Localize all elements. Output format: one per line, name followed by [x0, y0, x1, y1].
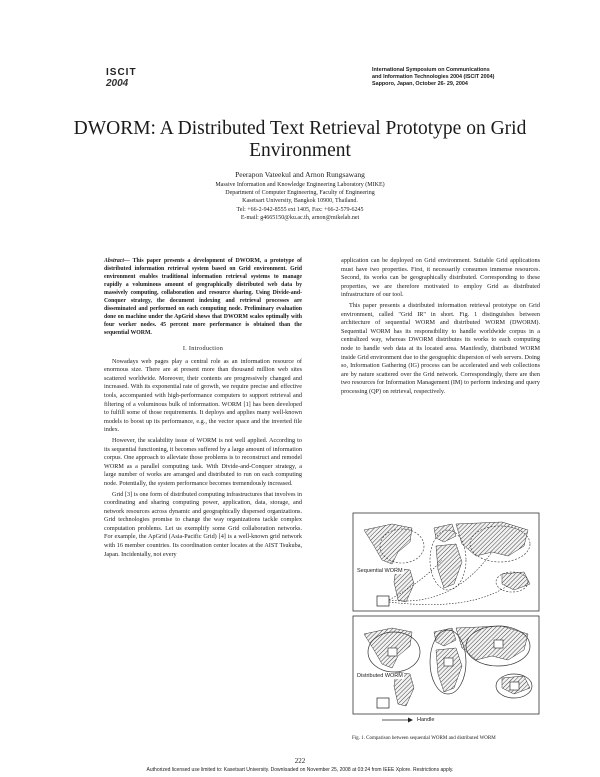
- label-distributed-worm: Distributed WORM: [357, 673, 403, 679]
- body-paragraph: application can be deployed on Grid environment. Suitable Grid applications must have two properties. First, it necessarily consumes immense resources. Second, its works can be geographically distributed. Corresponding to these properties, we are therefore motivated to employ Grid as distributed infrastructure of our tool.: [341, 257, 540, 299]
- abstract-text: — This paper presents a development of DWORM, a prototype of distributed information retrieval system based on Grid environment. Grid environment enables traditional information retrieval systems to manage rapidly a voluminous amount of geographically distributed web data by massively computing, collaboration and resource sharing. Using Divide-and-Conquer strategy, the document indexing and retrieval processes are disseminated and performed on each computing node. Preliminary evaluation done on machine under the ApGrid shows that DWORM scales optimally with four worker nodes. 45 percent more performance is obtained than the sequential WORM.: [104, 258, 302, 336]
- affiliation-line: E-mail: g4665150@ku.ac.th, arnon@mikelab.net: [240, 214, 360, 221]
- affiliation-block: [100, 181, 500, 222]
- world-map-distributed: [353, 616, 539, 714]
- paper-title: DWORM: A Distributed Text Retrieval Prototype on Grid Environment: [73, 118, 527, 161]
- page-number: 222: [294, 757, 306, 765]
- section-heading-introduction: I. Introduction: [182, 345, 224, 352]
- affiliation-line: Massive Information and Knowledge Engineering Laboratory (MIKE): [215, 182, 385, 188]
- body-paragraph: This paper presents a distributed information retrieval prototype on Grid environment, called "Grid IR" in short. Fig. 1 distinguishes between architecture of sequential WORM and distributed WORM (DWORM). Sequential WORM has its responsibility to handle worldwide corpus in a centralized way, whereas DWORM distributes its works to each computing node to handle web data at its located area. Manifestly, distributed WORM inside Grid environment due to the geographic dispersion of web servers. Doing so, Information Gathering (IG) process can be accelerated and web collections are by nature scattered over the Grid network. Correspondingly, there are then two resources for Information Management (IM) to perform indexing and query processing (QP) on retrieval, respectively.: [341, 301, 540, 395]
- figure-1-caption: Fig. 1. Comparison between sequential WORM and distributed WORM: [352, 736, 496, 741]
- label-handle: Handle: [417, 717, 435, 723]
- affiliation-line: Department of Computer Engineering, Faculty of Engineering: [225, 190, 375, 197]
- affiliation-line: Tel: +66-2-942-8555 ext 1405, Fax: +66-2-579-6245: [236, 206, 364, 213]
- figure-1-diagram: [352, 512, 542, 727]
- conference-line-3: Sapporo, Japan, October 26- 29, 2004: [372, 81, 468, 87]
- conference-header: [372, 67, 572, 88]
- logo-line-2: 2004: [106, 78, 129, 89]
- body-paragraph: However, the scalability issue of WORM is not well applied. According to its sequential functioning, it becomes suffered by a large amount of information corpus. One approach to alleviate those problems is to reconstruct and remodel WORM as a parallel computing task. With Divide-and-Conquer strategy, a large number of works are arranged and distributed to run on each computing node. Potentially, the system performance becomes tremendously increased.: [104, 436, 302, 487]
- label-sequential-worm: Sequential WORM: [357, 568, 403, 574]
- download-footer: Authorized licensed use limited to: Kasetsart University. Downloaded on November 25, 2008 at 03:24 from IEEE Xplore. Restrictions apply.: [146, 767, 454, 773]
- abstract-label: Abstract: [104, 258, 124, 264]
- paper-authors: Peerapon Vateekul and Arnon Rungsawang: [235, 170, 365, 179]
- right-column: [341, 257, 540, 399]
- conference-line-2: and Information Technologies 2004 (ISCIT 2004): [372, 74, 495, 80]
- logo-line-1: ISCIT: [106, 67, 137, 78]
- world-map-sequential: [353, 513, 539, 611]
- left-column: [104, 257, 302, 561]
- affiliation-line: Kasetsart University, Bangkok 10900, Thailand.: [242, 198, 358, 205]
- body-paragraph: Nowadays web pages play a central role as an information resource of enormous size. There are at present more than thousand million web sites scattered worldwide. Moreover, their contents are progressively changed and increased. With its exponential rate of growth, we require precise and effective tools, accompanied with high-performance computers to support retrieval and filtering of a voluminous bulk of information. WORM [1] has been developed to fulfill some of those requirements. It deploys and applies many well-known models to boost up its performance, e.g., the vector space and the inverted file index.: [104, 357, 302, 434]
- abstract: [104, 257, 302, 337]
- body-paragraph: Grid [3] is one form of distributed computing infrastructures that involves in coordinating and sharing computing power, application, data, storage, and network resources across dynamic and geographically dispersed organizations. Grid technologies promise to change the way organizations tackle complex computation problems. Let us exemplify some Grid collaboration networks. For example, the ApGrid (Asia-Pacific Grid) [4] is a well-known grid network with 16 member countries. Its coordination center locates at the AIST Tsukuba, Japan. Incidentally, not every: [104, 490, 302, 558]
- handle-legend-arrow: [382, 718, 413, 723]
- conference-line-1: International Symposium on Communications: [372, 67, 490, 73]
- conference-logo: [106, 67, 156, 95]
- figure-1: [352, 512, 542, 727]
